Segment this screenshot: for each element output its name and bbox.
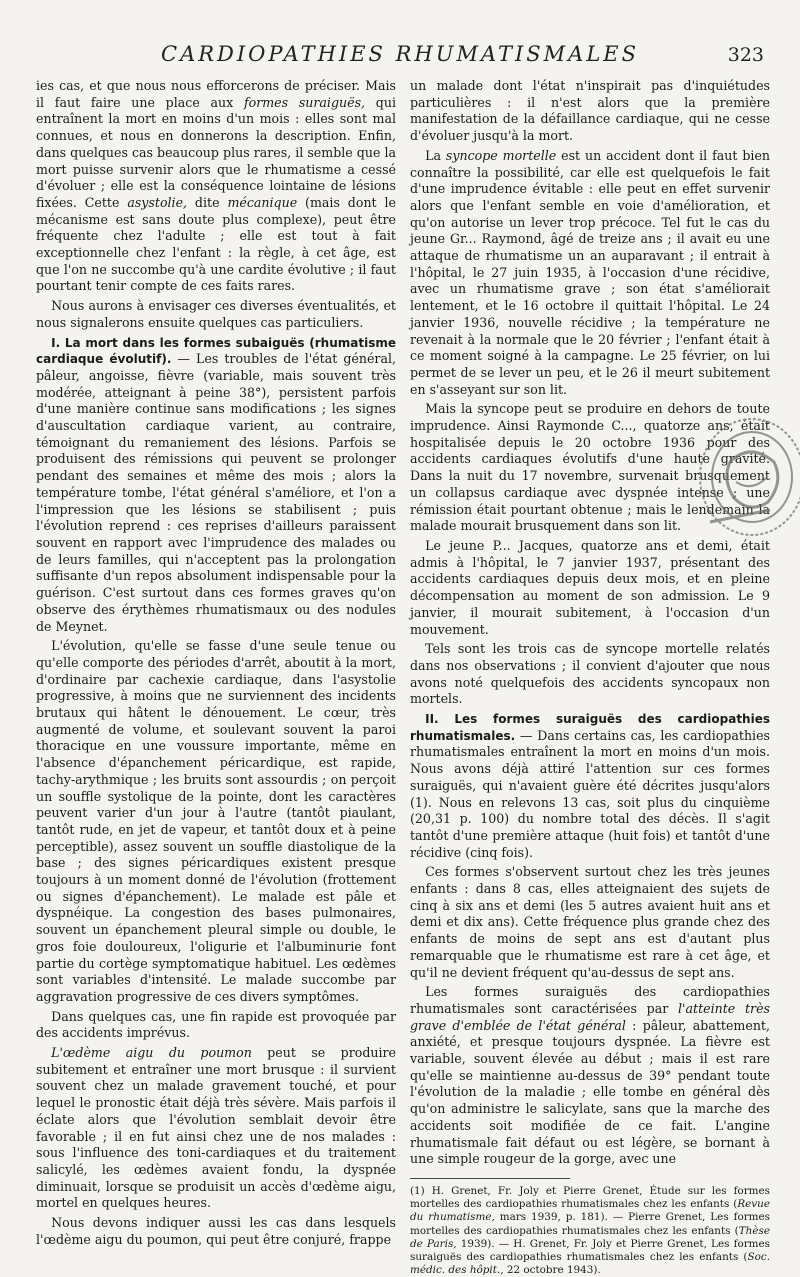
paragraph: [36, 298, 396, 331]
text-run: Dans quelques cas, une fin rapide est provoquée par des accidents imprévus.: [36, 1008, 396, 1041]
text-run: Revue du rhumatisme,: [410, 1198, 770, 1224]
text-run: 1939). — H. Grenet, Fr. Joly et Pierre Grenet, Les formes suraiguës des cardiopathies rhumatismales chez les enfants (: [410, 1237, 770, 1264]
text-run: Nous devons indiquer aussi les cas dans lesquels l'œdème aigu du poumon, qui peut être conjuré, frappe: [36, 1215, 396, 1247]
text-run: Mais la syncope peut se produire en dehors de toute imprudence. Ainsi Raymonde C..., quatorze ans, était hospitalisée depuis le 20 octobre 1936 pour des accidents cardiaques évolutifs d'une haute gravité. Dans la nuit du 17 novembre, survenait brusquement un collapsus cardiaque avec dyspnée intense ; une rémission était pourtant obtenue ; mais le lendemain la malade mourait brusquement dans son lit.: [410, 401, 770, 534]
text-run: dite: [187, 194, 228, 210]
paragraph: [410, 711, 770, 861]
paragraph: [36, 1009, 396, 1042]
text-run: Nous aurons à envisager ces diverses éventualités, et nous signalerons ensuite quelques cas particuliers.: [36, 298, 396, 330]
paragraph: [36, 1045, 396, 1212]
left-column: [36, 78, 396, 1252]
text-run: ies cas, et que nous nous efforcerons de préciser. Mais il faut faire une place aux: [36, 78, 396, 110]
text-run: La: [425, 147, 446, 163]
text-run: l'atteinte très grave d'emblée de l'état général: [410, 1000, 770, 1033]
footnote: [410, 1185, 770, 1277]
text-run: Les formes suraiguës des cardiopathies rhumatismales sont caractérisées par: [410, 984, 770, 1016]
text-run: formes suraiguës,: [243, 94, 366, 110]
text-run: : pâleur, abattement, anxiété, et presque toujours dyspnée. La fièvre est variable, souvent élevée au début ; mais il est rare qu'elle se maintienne au-dessus de 39° pendant toute l'évolution de la maladie ; elle tombe en général dès qu'on administre le salicylate, sans que la marche des accidents soit modifiée de ce fait. L'angine rhumatismale fait défaut ou est légère, se bornant à une simple rougeur de la gorge, avec une: [410, 1017, 770, 1167]
text-run: 22 octobre 1943).: [503, 1264, 601, 1277]
section-heading: I. La mort dans les formes subaiguës (rhumatisme cardiaque évolutif).: [36, 335, 396, 367]
text-run: est un accident dont il faut bien connaître la possibilité, car elle est quelquefois le fait d'une imprudence évitable : elle peut en effet survenir alors que l'enfant semble en voie d'amélioration, et qu'on autorise un lever trop précoce. Tel fut le cas du jeune Gr... Raymond, âgé de treize ans ; il avait eu une attaque de rhumatisme un an auparavant ; il entrait à l'hôpital, le 27 juin 1935, à l'occasion d'une récidive, avec un rhumatisme grave ; son état s'améliorait lentement, et le 16 octobre il quittait l'hôpital. Le 24 janvier 1936, nouvelle récidive ; la température ne revenait à la normale que le 20 février ; l'enfant était à ce moment soigné à la campagne. Le 25 février, on lui permet de se lever un peu, et le 26 il meurt subitement en s'asseyant sur son lit.: [410, 147, 771, 397]
library-stamp-icon: [690, 412, 800, 542]
paragraph: [36, 78, 396, 295]
text-run: (1) H. Grenet, Fr. Joly et Pierre Grenet, Étude sur les formes mortelles des cardiopathies rhumatismales chez les enfants (: [410, 1185, 770, 1211]
page-number: 323: [727, 44, 764, 66]
right-column-body: [410, 78, 770, 1168]
text-run: — Les troubles de l'état général, pâleur, angoisse, fièvre (variable, mais souvent très modérée, atteignant à peine 38°), persistent parfois d'une manière continue sans modifications ; les signes d'auscultation cardiaque varient, au contraire, témoignant du remaniement des lésions. Parfois se produisent des rémissions qui peuvent se prolonger pendant des semaines et même des mois ; alors la température tombe, l'état général s'améliore, et l'on a l'impression que les lésions se stabilisent ; puis l'évolution reprend : ces reprises d'ailleurs paraissent souvent en rapport avec l'imprudence des malades ou de leurs familles, qui n'acceptent pas la prolongation suffisante d'un repos absolument indispensable pour la guérison. C'est surtout dans ces formes graves qu'on observe des érythèmes rhumatismaux ou des nodules de Meynet.: [36, 351, 396, 634]
paragraph: [36, 1215, 396, 1248]
text-run: L'évolution, qu'elle se fasse d'une seule tenue ou qu'elle comporte des périodes d'arrêt, aboutit à la mort, d'ordinaire par cachexie cardiaque, dans l'asystolie progressive, à moins que ne surviennent des incidents brutaux qui hâtent le dénouement. Le cœur, très augmenté de volume, et soulevant souvent la paroi thoracique en une voussure importante, même en l'absence d'épanchement péricardique, est rapide, tachy-arythmique ; les bruits sont assourdis ; on perçoit un souffle systolique de la pointe, dont les caractères peuvent varier d'un jour à l'autre (tantôt piaulant, tantôt rude, en jet de vapeur, et tantôt doux et à peine perceptible), assez souvent un souffle diastolique de la base ; des signes péricardiques existent presque toujours à un moment donné de l'évolution (frottement ou signes d'épanchement). Le malade est pâle et dyspnéique. La congestion des bases pulmonaires, souvent un épanchement pleural simple ou double, le gros foie douloureux, l'oligurie et l'albuminurie font partie du cortège symptomatique habituel. Les œdèmes sont variables d'intensité. Le malade succombe par aggravation progressive de ces divers symptômes.: [36, 638, 396, 1004]
text-run: Tels sont les trois cas de syncope mortelle relatés dans nos observations ; il convient d'ajouter que nous avons noté quelquefois des accidents syncopaux non mortels.: [410, 641, 770, 707]
text-run: qui entraînent la mort en moins d'un mois : elles sont mal connues, et nous en donnerons la description. Enfin, dans quelques cas beaucoup plus rares, il semble que la mort puisse survenir alors que le rhumatisme a cessé d'évoluer ; elle est la conséquence lointaine de lésions fixées. Cette: [36, 94, 396, 210]
section-heading: II. Les formes suraiguës des cardiopathies rhumatismales.: [410, 712, 770, 743]
text-run: Le jeune P... Jacques, quatorze ans et demi, était admis à l'hôpital, le 7 janvier 1937, présentant des accidents cardiaques depuis deux mois, et en pleine décompensation au moment de son admission. Le 9 janvier, il mourait subitement, à l'occasion d'un mouvement.: [410, 537, 770, 637]
footnote-rule: [410, 1178, 570, 1179]
page-header: [0, 40, 800, 70]
paragraph: [410, 538, 770, 638]
text-run: L'œdème aigu du poumon: [51, 1045, 252, 1061]
paragraph: [36, 638, 396, 1005]
text-run: Thèse de Paris,: [410, 1224, 770, 1250]
text-run: mars 1939, p. 181). — Pierre Grenet, Les formes mortelles des cardiopathies rhumatismales chez les enfants (: [410, 1211, 771, 1237]
text-run: Soc. médic. des hôpit.,: [410, 1251, 770, 1277]
running-title: CARDIOPATHIES RHUMATISMALES: [161, 42, 639, 66]
paragraph: [410, 78, 770, 145]
text-run: un malade dont l'état n'inspirait pas d'inquiétudes particulières : il n'est alors que la première manifestation de la défaillance cardiaque, qui ne cesse d'évoluer jusqu'à la mort.: [410, 78, 770, 144]
text-run: (mais dont le mécanisme est sans doute plus complexe), peut être fréquente chez l'adulte ; elle est tout à fait exceptionnelle chez l'enfant : la règle, à cet âge, est que l'on ne succombe qu'à une cardite évolutive ; il faut pourtant tenir compte de ces faits rares.: [36, 194, 396, 294]
text-run: mécanique: [227, 194, 298, 210]
text-run: — Dans certains cas, les cardiopathies rhumatismales entraînent la mort en moins d'un mois. Nous avons déjà attiré l'attention sur ces formes suraiguës, qui n'avaient guère été décrites jusqu'alors (1). Nous en relevons 13 cas, soit plus du cinquième (20,31 p. 100) du nombre total des décès. Il s'agit tantôt d'une première attaque (huit fois) et tantôt d'une récidive (cinq fois).: [410, 727, 770, 860]
paragraph: [410, 148, 770, 399]
paragraph: [410, 864, 770, 981]
paragraph: [410, 984, 770, 1168]
text-run: syncope mortelle: [445, 147, 557, 163]
text-run: asystolie,: [127, 194, 188, 210]
paragraph: [410, 641, 770, 708]
text-run: Ces formes s'observent surtout chez les très jeunes enfants : dans 8 cas, elles atteignaient des sujets de cinq à six ans et demi (les 5 autres avaient huit ans et demi et dix ans). Cette fréquence plus grande chez des enfants de moins de sept ans est d'autant plus remarquable que le rhumatisme est rare à cet âge, et qu'il ne devient fréquent qu'au-dessus de sept ans.: [410, 864, 770, 980]
text-run: peut se produire subitement et entraîner une mort brusque : il survient souvent chez un malade gravement touché, et pour lequel le pronostic était déjà très sévère. Mais parfois il éclate alors que l'évolution semblait devoir être favorable ; il en fut ainsi chez une de nos malades : sous l'influence des toni-cardiaques et du traitement salicylé, les œdèmes avaient fondu, la dyspnée diminuait, lorsque se produisit un accès d'œdème aigu, mortel en quelques heures.: [36, 1045, 396, 1211]
paragraph: [36, 335, 396, 636]
right-column: [410, 78, 770, 1277]
